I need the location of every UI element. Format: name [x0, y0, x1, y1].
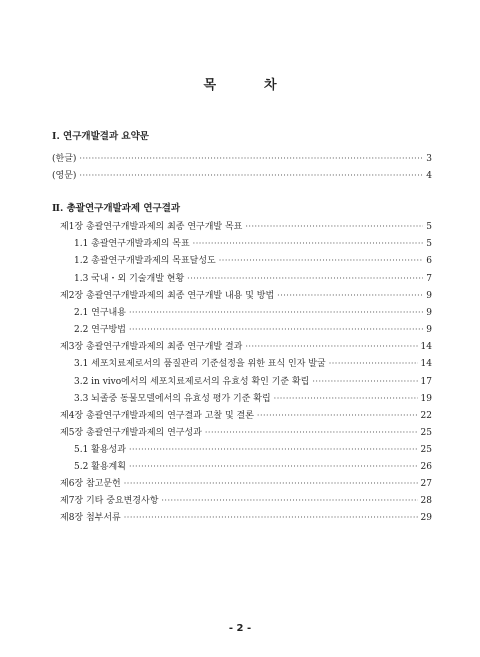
toc-entry-page: 14	[420, 359, 432, 369]
toc-title-char-2: 차	[264, 78, 277, 93]
toc-entry-label: 1.1 총괄연구개발과제의 목표	[74, 239, 190, 249]
toc-entry-label: 1.2 총괄연구개발과제의 목표달성도	[74, 256, 216, 266]
toc-entry-label: 2.2 연구방법	[74, 325, 126, 335]
toc-entry[interactable]	[74, 271, 432, 284]
toc-entry[interactable]	[60, 425, 432, 438]
toc-entry[interactable]	[74, 356, 432, 369]
toc-entry[interactable]	[60, 219, 432, 232]
toc-entry-label: 제6장 참고문헌	[60, 479, 121, 489]
section-1-heading: Ⅰ. 연구개발결과 요약문	[52, 131, 149, 142]
leader-dots	[79, 171, 423, 180]
toc-entry[interactable]	[60, 493, 432, 506]
toc-entry-label: 5.1 활용성과	[74, 445, 126, 455]
toc-entry[interactable]	[74, 459, 432, 472]
toc-entry-page: 26	[420, 462, 432, 472]
toc-entry[interactable]	[60, 408, 432, 421]
leader-dots	[274, 394, 418, 403]
toc-entry[interactable]	[74, 391, 432, 404]
toc-entry[interactable]	[60, 339, 432, 352]
toc-title	[0, 74, 480, 93]
toc-title-char-1: 목	[203, 78, 216, 93]
leader-dots	[205, 428, 418, 437]
toc-entry-label: 1.3 국내・외 기술개발 현황	[74, 274, 185, 284]
leader-dots	[193, 239, 424, 248]
toc-entry-label: 제2장 총괄연구개발과제의 최종 연구개발 내용 및 방법	[60, 291, 275, 301]
toc-entry-page: 25	[420, 428, 432, 438]
toc-entry-page: 17	[420, 377, 432, 387]
toc-entry[interactable]	[74, 322, 432, 335]
toc-entry-page: 5	[426, 239, 432, 249]
toc-entry-page: 14	[420, 342, 432, 352]
leader-dots	[245, 342, 417, 351]
toc-entry[interactable]	[74, 305, 432, 318]
leader-dots	[257, 411, 418, 420]
toc-entry-label: 제5장 총괄연구개발과제의 연구성과	[60, 428, 202, 438]
toc-entry-page: 9	[426, 291, 432, 301]
leader-dots	[312, 377, 417, 386]
toc-entry-label: 3.1 세포치료제로서의 품질관리 기준설정을 위한 표식 인자 발굴	[74, 359, 326, 369]
toc-entry[interactable]	[60, 476, 432, 489]
toc-entry-label: 제1장 총괄연구개발과제의 최종 연구개발 목표	[60, 222, 243, 232]
toc-entry-label: 3.2 in vivo에서의 세포치료제로서의 유효성 확인 기준 확립	[74, 377, 310, 387]
toc-entry-label: 제7장 기타 중요변경사항	[60, 496, 159, 506]
leader-dots	[277, 291, 423, 300]
toc-entry[interactable]	[60, 510, 432, 523]
leader-dots	[79, 154, 423, 163]
toc-entry-page: 6	[426, 256, 432, 266]
toc-entry[interactable]	[74, 442, 432, 455]
toc-entry[interactable]	[52, 168, 432, 181]
toc-entry[interactable]	[74, 374, 432, 387]
toc-entry-label: 제8장 첨부서류	[60, 513, 121, 523]
leader-dots	[187, 274, 423, 283]
toc-entry-label: 3.3 뇌졸중 동물모델에서의 유효성 평가 기준 확립	[74, 394, 271, 404]
page-number: - 2 -	[228, 623, 252, 634]
toc-entry[interactable]	[74, 253, 432, 266]
toc-entry-page: 28	[420, 496, 432, 506]
toc-entry-page: 7	[426, 274, 432, 284]
toc-entry-label: 5.2 활용계획	[74, 462, 126, 472]
leader-dots	[124, 513, 418, 522]
toc-entry-label: (한글)	[52, 154, 77, 164]
toc-entry-page: 4	[426, 171, 432, 181]
toc-entry-label: 2.1 연구내용	[74, 308, 126, 318]
toc-entry-page: 9	[426, 308, 432, 318]
toc-entry[interactable]	[74, 236, 432, 249]
toc-entry-label: 제4장 총괄연구개발과제의 연구결과 고찰 및 결론	[60, 411, 254, 421]
toc-entry-page: 5	[426, 222, 432, 232]
leader-dots	[129, 308, 423, 317]
toc-entry-label: 제3장 총괄연구개발과제의 최종 연구개발 결과	[60, 342, 243, 352]
leader-dots	[245, 222, 423, 231]
toc-entry-page: 27	[420, 479, 432, 489]
toc-entry[interactable]	[52, 151, 432, 164]
leader-dots	[124, 479, 418, 488]
toc-entry-page: 19	[420, 394, 432, 404]
toc-entry-page: 25	[420, 445, 432, 455]
toc-entry[interactable]	[60, 288, 432, 301]
toc-entry-page: 29	[420, 513, 432, 523]
leader-dots	[129, 445, 418, 454]
toc-entry-page: 22	[420, 411, 432, 421]
leader-dots	[219, 256, 424, 265]
toc-entry-label: (영문)	[52, 171, 77, 181]
toc-entry-page: 9	[426, 325, 432, 335]
section-2-heading: Ⅱ. 총괄연구개발과제 연구결과	[52, 203, 181, 214]
leader-dots	[161, 496, 417, 505]
leader-dots	[129, 462, 418, 471]
leader-dots	[329, 359, 418, 368]
toc-entry-page: 3	[426, 154, 432, 164]
leader-dots	[129, 325, 423, 334]
